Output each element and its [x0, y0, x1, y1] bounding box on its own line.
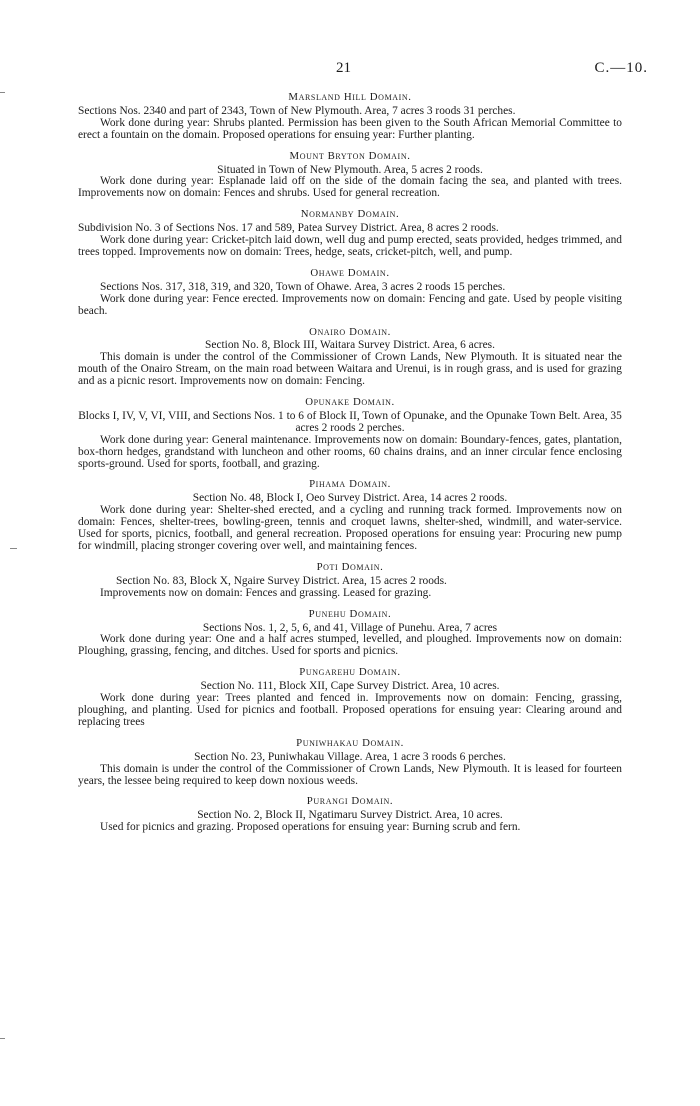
domain-section [78, 738, 622, 788]
section-paragraph: Work done during year: Shelter-shed erected, and a cycling and running track formed. Improvements now on domain: Fences, shelter-trees, bowling-green, tennis and croquet lawns, shelter-shed, windmill, and water-service. Used for sports, picnics, football, and general recreation. Proposed operations for ensuing year: Procuring new pump for windmill, placing stronger covering over well, and maintaining fences. [78, 504, 622, 552]
section-heading: Onairo Domain. [309, 325, 391, 338]
section-paragraph: Work done during year: Cricket-pitch laid down, well dug and pump erected, seats provided, hedges trimmed, and trees topped. Improvements now on domain: Trees, hedge, seats, cricket-pitch, well, and pump. [78, 234, 622, 258]
section-heading: Normanby Domain. [300, 208, 400, 221]
domain-section [78, 609, 622, 659]
domain-section [78, 397, 622, 470]
section-paragraph: Work done during year: Esplanade laid off on the side of the domain facing the sea, and planted with trees. Improvements now on domain: Fences and shrubs. Used for general recreation. [78, 175, 622, 200]
section-paragraph: Used for picnics and grazing. Proposed operations for ensuing year: Burning scrub and fern. [100, 821, 521, 834]
domain-section [78, 796, 622, 834]
section-location: Section No. 2, Block II, Ngatimaru Survey District. Area, 10 acres. [197, 809, 503, 822]
domain-section [78, 209, 622, 259]
domain-section [78, 327, 622, 389]
domain-section [78, 92, 622, 142]
section-paragraph: Work done during year: General maintenance. Improvements now on domain: Boundary-fences, gates, plantation, box-thorn hedges, grandstand with luncheon and other rooms, 60 chains drains, and an inner circular fence enclosing sports-ground. Used for sports, football, and grazing. [78, 433, 622, 470]
section-location: Section No. 8, Block III, Waitara Survey District. Area, 6 acres. [205, 339, 495, 352]
domain-section [78, 667, 622, 729]
section-location: Section No. 111, Block XII, Cape Survey District. Area, 10 acres. [200, 680, 500, 693]
domain-section [78, 151, 622, 201]
section-paragraph: This domain is under the control of the Commissioner of Crown Lands, New Plymouth. It is leased for fourteen years, the lessee being required to keep down noxious weeds. [78, 762, 622, 787]
section-heading: Puniwhakau Domain. [296, 736, 404, 749]
section-location: Section No. 83, Block X, Ngaire Survey District. Area, 15 acres 2 roods. [116, 574, 447, 587]
section-paragraph: Work done during year: Trees planted and fenced in. Improvements now on domain: Fencing, grassing, ploughing, and planting. Used for picnics and football. Proposed operations for ensuing year: Clearing around and replacing trees [78, 692, 622, 728]
section-location: Blocks I, IV, V, VI, VIII, and Sections Nos. 1 to 6 of Block II, Town of Opunake, and the Opunake Town Belt. Area, 35 acres 2 roods 2 perches. [78, 409, 622, 434]
section-location: Section No. 48, Block I, Oeo Survey District. Area, 14 acres 2 roods. [192, 492, 508, 505]
domain-section [78, 268, 622, 318]
margin-mark [10, 548, 17, 549]
section-paragraph: Work done during year: One and a half acres stumped, levelled, and ploughed. Improvements now on domain: Ploughing, grassing, fencing, and ditches. Used for sports and picnics. [78, 633, 622, 658]
section-heading: Purangi Domain. [306, 795, 394, 808]
section-location: Situated in Town of New Plymouth. Area, 5 acres 2 roods. [217, 163, 483, 176]
margin-mark [0, 92, 5, 93]
section-location: Sections Nos. 2340 and part of 2343, Town of New Plymouth. Area, 7 acres 3 roods 31 perches. [78, 104, 516, 117]
section-heading: Poti Domain. [316, 560, 384, 573]
section-heading: Pungarehu Domain. [299, 666, 401, 679]
section-heading: Opunake Domain. [305, 396, 395, 409]
domain-section [78, 479, 622, 552]
section-paragraph: Improvements now on domain: Fences and grassing. Leased for grazing. [100, 586, 432, 599]
section-location: Sections Nos. 317, 318, 319, and 320, Town of Ohawe. Area, 3 acres 2 roods 15 perches. [100, 280, 506, 293]
page-number: 21 [336, 60, 351, 76]
section-location: Sections Nos. 1, 2, 5, 6, and 41, Village of Punehu. Area, 7 acres [202, 621, 498, 634]
section-paragraph: Work done during year: Shrubs planted. Permission has been given to the South African Memorial Committee to erect a fountain on the domain. Proposed operations for ensuing year: Further planting. [78, 116, 622, 141]
section-heading: Punehu Domain. [308, 607, 392, 620]
section-heading: Ohawe Domain. [310, 266, 390, 279]
section-paragraph: Work done during year: Fence erected. Improvements now on domain: Fencing and gate. Used by people visiting beach. [78, 292, 622, 317]
domain-section [78, 562, 622, 600]
document-reference: C.—10. [594, 60, 648, 76]
section-heading: Pihama Domain. [309, 478, 391, 491]
section-heading: Marsland Hill Domain. [288, 91, 412, 103]
document-body [78, 92, 622, 843]
section-paragraph: This domain is under the control of the Commissioner of Crown Lands, New Plymouth. It is situated near the mouth of the Onairo Stream, on the main road between Waitara and Urenui, is in rough grass, and is used for grazing and as a picnic resort. Improvements now on domain: Fencing. [78, 351, 622, 388]
section-location: Section No. 23, Puniwhakau Village. Area, 1 acre 3 roods 6 perches. [194, 750, 506, 763]
section-heading: Mount Bryton Domain. [289, 149, 411, 162]
margin-mark [0, 1038, 5, 1039]
page-header [0, 60, 700, 78]
section-location: Subdivision No. 3 of Sections Nos. 17 and 589, Patea Survey District. Area, 8 acres 2 roods. [78, 222, 499, 235]
